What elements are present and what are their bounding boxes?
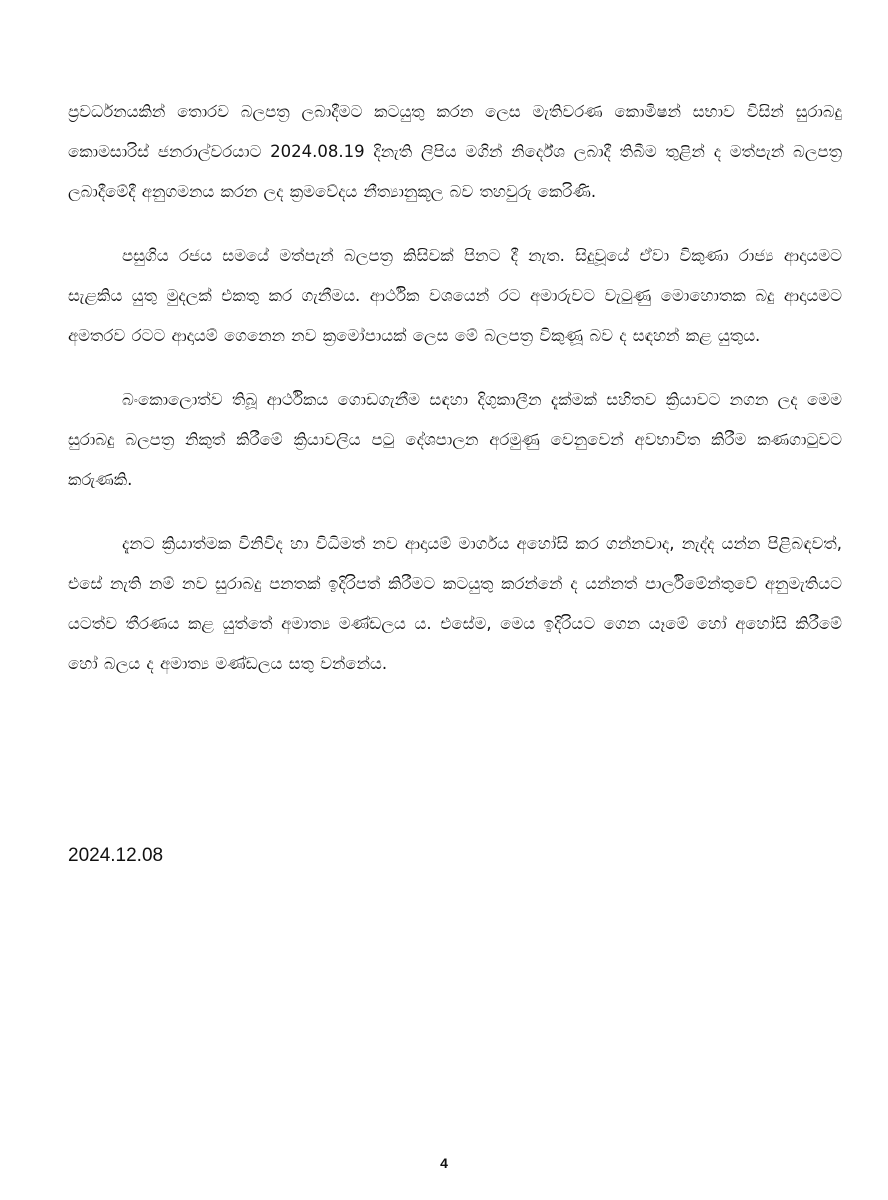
page-number: 4 xyxy=(440,1155,448,1171)
document-body xyxy=(68,92,842,708)
paragraph-3: බංකොලොත්ව තිබූ ආර්ථිකය ගොඩගැනීම සඳහා දිගුකාලීන දැක්මක් සහිතව ක්‍රියාවට නගන ලද මෙම සුරාබදු බලපත්‍ර නිකුත් කිරීමේ ක්‍රියාවලිය පටු දේශපාලන අරමුණු වෙනුවෙන් අවභාවිත කිරීම කණගාටුවට කරුණකි. xyxy=(68,390,842,489)
paragraph-1: ප්‍රවර්ධනයකින් තොරව බලපත්‍ර ලබාදීමට කටයුතු කරන ලෙස මැතිවරණ කොමිෂන් සභාව විසින් සුරාබදු කොමසාරිස් ජනරාල්වරයාට 2024.08.19 දිනැති ලිපිය මගින් නිර්දේශ ලබාදී තිබීම තුළින් ද මත්පැන් බලපත්‍ර ලබාදීමේදී අනුගමනය කරන ලද ක්‍රමවේදය නීත්‍යානුකූල බව තහවුරු කෙරිණි. xyxy=(68,102,842,201)
document-date: 2024.12.08 xyxy=(68,845,164,866)
paragraph-4: දැනට ක්‍රියාත්මක විනිවිද හා විධිමත් නව ආදායම් මාර්ගය අහෝසි කර ගන්නවාද, නැද්ද යන්න පිළිබඳවත්, එසේ නැති නම් නව සුරාබදු පනතක් ඉදිරිපත් කිරීමට කටයුතු කරන්නේ ද යන්නත් පාර්ලිමේන්තුවේ අනුමැතියට යටත්ව තීරණය කළ යුත්තේ අමාත්‍ය මණ්ඩලය ය. එසේම, මෙය ඉදිරියට ගෙන යෑමේ හෝ අහෝසි කිරීමේ හෝ බලය ද අමාත්‍ය මණ්ඩලය සතු වන්නේය. xyxy=(68,534,842,673)
paragraph-2: පසුගිය රජය සමයේ මත්පැන් බලපත්‍ර කිසිවක් පිනට දී නැත. සිදුවූයේ ඒවා විකුණා රාජ්‍ය ආදායමට සැළකිය යුතු මුදලක් එකතු කර ගැනීමය. ආර්ථික වශයෙන් රට අමාරුවට වැටුණු මොහොතක බදු ආදායමට අමතරව රටට ආදායම් ගෙනෙන නව ක්‍රමෝපායක් ලෙස මේ බලපත්‍ර විකුණූ බව ද සඳහන් කළ යුතුය. xyxy=(68,246,842,345)
